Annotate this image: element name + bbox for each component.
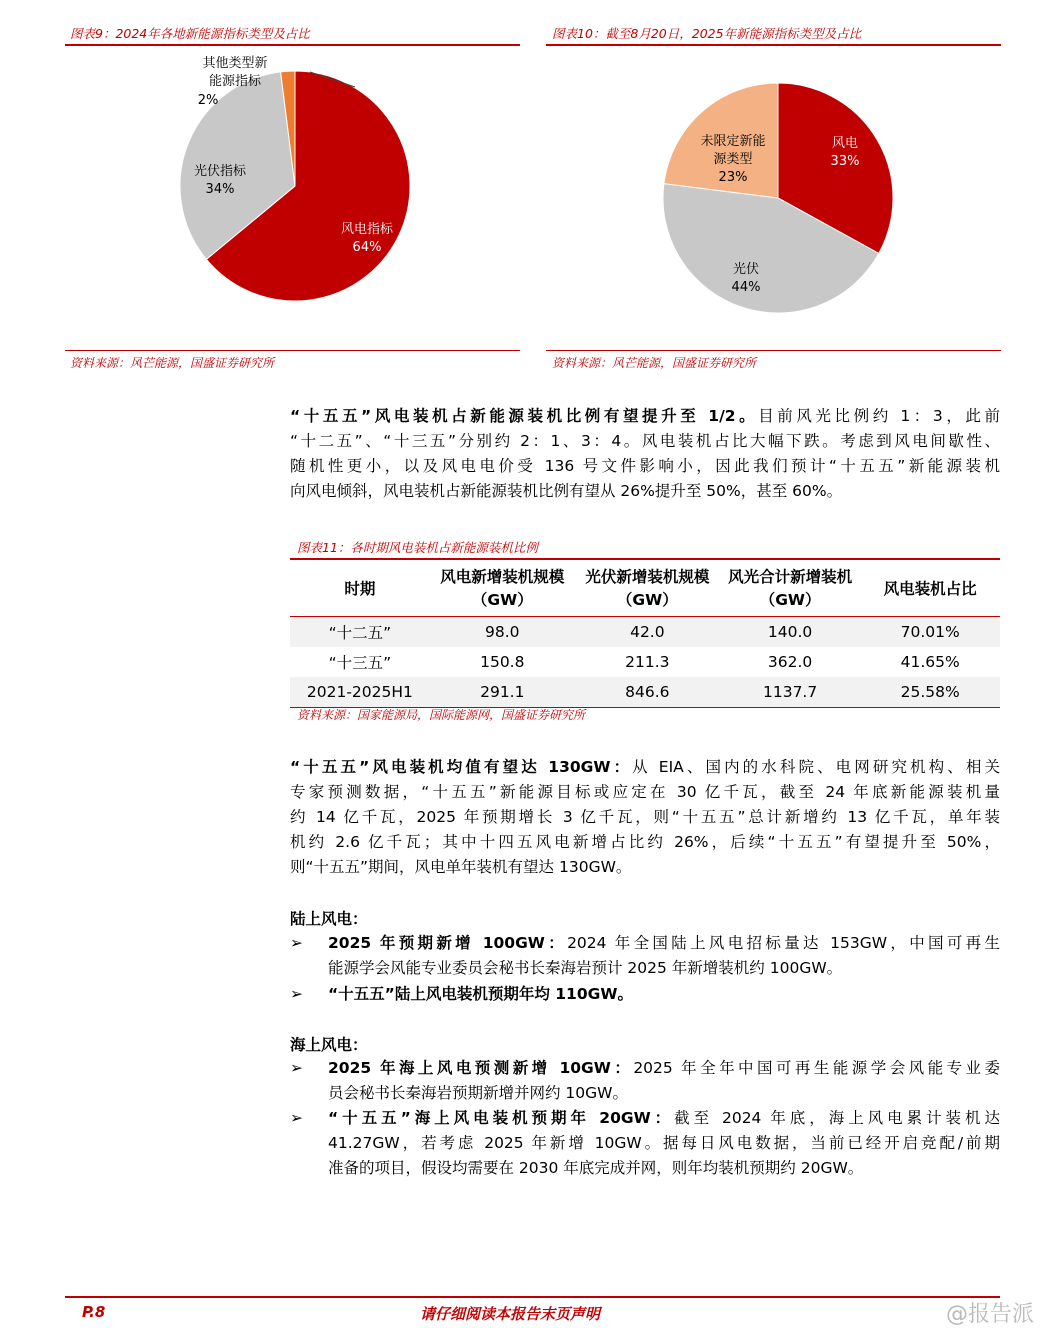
table11-header: 风光合计新增装机（GW） — [720, 562, 861, 617]
table11-caption: 图表11：各时期风电装机占新能源装机比例 — [297, 540, 538, 555]
table-cell: 362.0 — [767, 653, 813, 671]
table11-source: 资料来源：国家能源局，国际能源网，国盛证券研究所 — [297, 708, 586, 722]
table-cell: 291.1 — [430, 677, 575, 708]
para2-line4: 机约 2.6 亿千瓦；其中十四五风电新增占比约 26%，后续“十五五”有望提升至 50%， — [290, 833, 1000, 851]
chart9-source: 资料来源：风芒能源，国盛证券研究所 — [70, 356, 275, 370]
para1-line1: 目前风光比例约 1：3，此前 — [758, 407, 1000, 425]
onshore-bullet-2 — [290, 982, 1000, 1007]
offshore-heading: 海上风电： — [290, 1036, 368, 1054]
offshore-b2-bold: “十五五”海上风电装机预期年 20GW： — [328, 1109, 675, 1127]
table-cell: 140.0 — [720, 617, 861, 648]
table-cell: 1137.7 — [720, 677, 861, 708]
table-cell: 70.01% — [860, 617, 1000, 648]
para2-line5: 则“十五五”期间，风电单年装机有望达 130GW。 — [290, 858, 632, 876]
table-cell: “十二五” — [290, 617, 430, 648]
offshore-b2-line2: 41.27GW，若考虑 2025 年新增 10GW。据每日风电数据，当前已经开启竞配/前期 — [328, 1134, 1000, 1152]
onshore-bullet-1 — [290, 931, 1000, 981]
onshore-heading: 陆上风电： — [290, 910, 368, 928]
table11-header: 光伏新增装机规模（GW） — [575, 562, 720, 617]
chart9-caption: 图表9：2024年各地新能源指标类型及占比 — [70, 26, 310, 41]
paragraph-130gw — [290, 755, 1000, 880]
bullet-arrow-icon: ➢ — [290, 1109, 303, 1127]
chart9-label-other-line2: 能源指标 — [208, 74, 262, 89]
chart10-top-rule — [546, 44, 1001, 46]
chart10-pct-wind: 33% — [830, 154, 860, 169]
table-cell: 41.65% — [900, 653, 960, 671]
chart10-caption: 图表10：截至8月20日，2025年新能源指标类型及占比 — [552, 26, 862, 41]
table-cell: 98.0 — [430, 617, 575, 648]
chart10-label-pv: 光伏 — [732, 262, 760, 277]
table-cell: 150.8 — [480, 653, 525, 671]
offshore-b2-line3: 准备的项目，假设均需要在 2030 年底完成并网，则年均装机预期约 20GW。 — [328, 1159, 864, 1177]
chart9-label-other-line1: 其他类型新 — [202, 56, 268, 71]
table-row — [290, 647, 1000, 677]
table-row — [290, 617, 1000, 648]
table-cell: 2021-2025H1 — [290, 677, 430, 708]
onshore-b1-line1: 2024 年全国陆上风电招标量达 153GW，中国可再生 — [567, 934, 1000, 952]
chart9-pct-other: 2% — [197, 93, 219, 108]
chart9-pct-pv: 34% — [205, 182, 235, 197]
table11 — [290, 562, 1000, 708]
chart10-label-wind: 风电 — [831, 136, 859, 151]
offshore-b1-line1: 2025 年全年中国可再生能源学会风能专业委 — [633, 1059, 1000, 1077]
chart10-source: 资料来源：风芒能源，国盛证券研究所 — [552, 356, 757, 370]
para1-line4: 向风电倾斜，风电装机占新能源装机比例有望从 26%提升至 50%，甚至 60%。 — [290, 482, 843, 500]
paragraph-wind-share — [290, 404, 1000, 504]
table-row — [290, 677, 1000, 708]
table11-header: 时期 — [290, 562, 430, 617]
onshore-b1-line2: 能源学会风能专业委员会秘书长秦海岩预计 2025 年新增装机约 100GW。 — [328, 959, 843, 977]
chart10-bottom-rule — [546, 350, 1001, 351]
offshore-bullet-2 — [290, 1106, 1000, 1181]
para2-line1: 从 EIA、国内的水科院、电网研究机构、相关 — [632, 758, 1000, 776]
onshore-b2-bold: “十五五”陆上风电装机预期年均 110GW。 — [328, 985, 633, 1003]
bullet-arrow-icon: ➢ — [290, 985, 303, 1003]
table-cell: 25.58% — [860, 677, 1000, 708]
table-cell: 211.3 — [625, 653, 670, 671]
offshore-b1-bold: 2025 年海上风电预测新增 10GW： — [328, 1059, 634, 1077]
bullet-arrow-icon: ➢ — [290, 934, 303, 952]
onshore-b1-bold: 2025 年预期新增 100GW： — [328, 934, 568, 952]
table11-top-rule — [290, 558, 1000, 560]
chart10-pie — [546, 50, 1001, 345]
bullet-arrow-icon: ➢ — [290, 1059, 303, 1077]
table-cell: 846.6 — [575, 677, 720, 708]
para2-bold: “十五五”风电装机均值有望达 130GW： — [290, 758, 633, 776]
chart10-label-unspec-line1: 未限定新能 — [700, 134, 766, 149]
table11-header: 风电装机占比 — [860, 562, 1000, 617]
chart9-bottom-rule — [65, 350, 520, 351]
offshore-b1-line2: 员会秘书长秦海岩预期新增并网约 10GW。 — [328, 1084, 628, 1102]
para1-line3: 随机性更小，以及风电电价受 136 号文件影响小，因此我们预计“十五五”新能源装机 — [290, 457, 1000, 475]
chart9-top-rule — [65, 44, 520, 46]
chart9-pie — [65, 50, 520, 345]
table-cell: 42.0 — [575, 617, 720, 648]
chart9-label-pv: 光伏指标 — [193, 164, 247, 179]
footer-notice: 请仔细阅读本报告末页声明 — [420, 1305, 601, 1323]
chart10-pct-pv: 44% — [731, 280, 761, 295]
footer-rule — [65, 1296, 1000, 1298]
chart10-label-unspec-line2: 源类型 — [713, 152, 753, 167]
watermark: @报告派 — [946, 1302, 1035, 1327]
offshore-bullet-1 — [290, 1056, 1000, 1106]
table-cell: “十三五” — [328, 654, 392, 672]
offshore-b2-line1: 截至 2024 年底，海上风电累计装机达 — [674, 1109, 1000, 1127]
para2-line2: 专家预测数据，“十五五”新能源目标或应定在 30 亿千瓦，截至 24 年底新能源装机量 — [290, 783, 1000, 801]
chart9-pct-wind: 64% — [352, 240, 382, 255]
para1-line2: “十二五”、“十三五”分别约 2：1、3：4。风电装机占比大幅下跌。考虑到风电间歇性、 — [290, 432, 1000, 450]
chart9-label-wind: 风电指标 — [340, 222, 394, 237]
chart10-pct-unspec: 23% — [718, 170, 748, 185]
para1-bold: “十五五”风电装机占新能源装机比例有望提升至 1/2。 — [290, 407, 759, 425]
para2-line3: 约 14 亿千瓦，2025 年预期增长 3 亿千瓦，则“十五五”总计新增约 13 亿千瓦，单年装 — [290, 808, 1000, 826]
page-number: P.8 — [82, 1303, 106, 1321]
table11-header: 风电新增装机规模（GW） — [430, 562, 575, 617]
